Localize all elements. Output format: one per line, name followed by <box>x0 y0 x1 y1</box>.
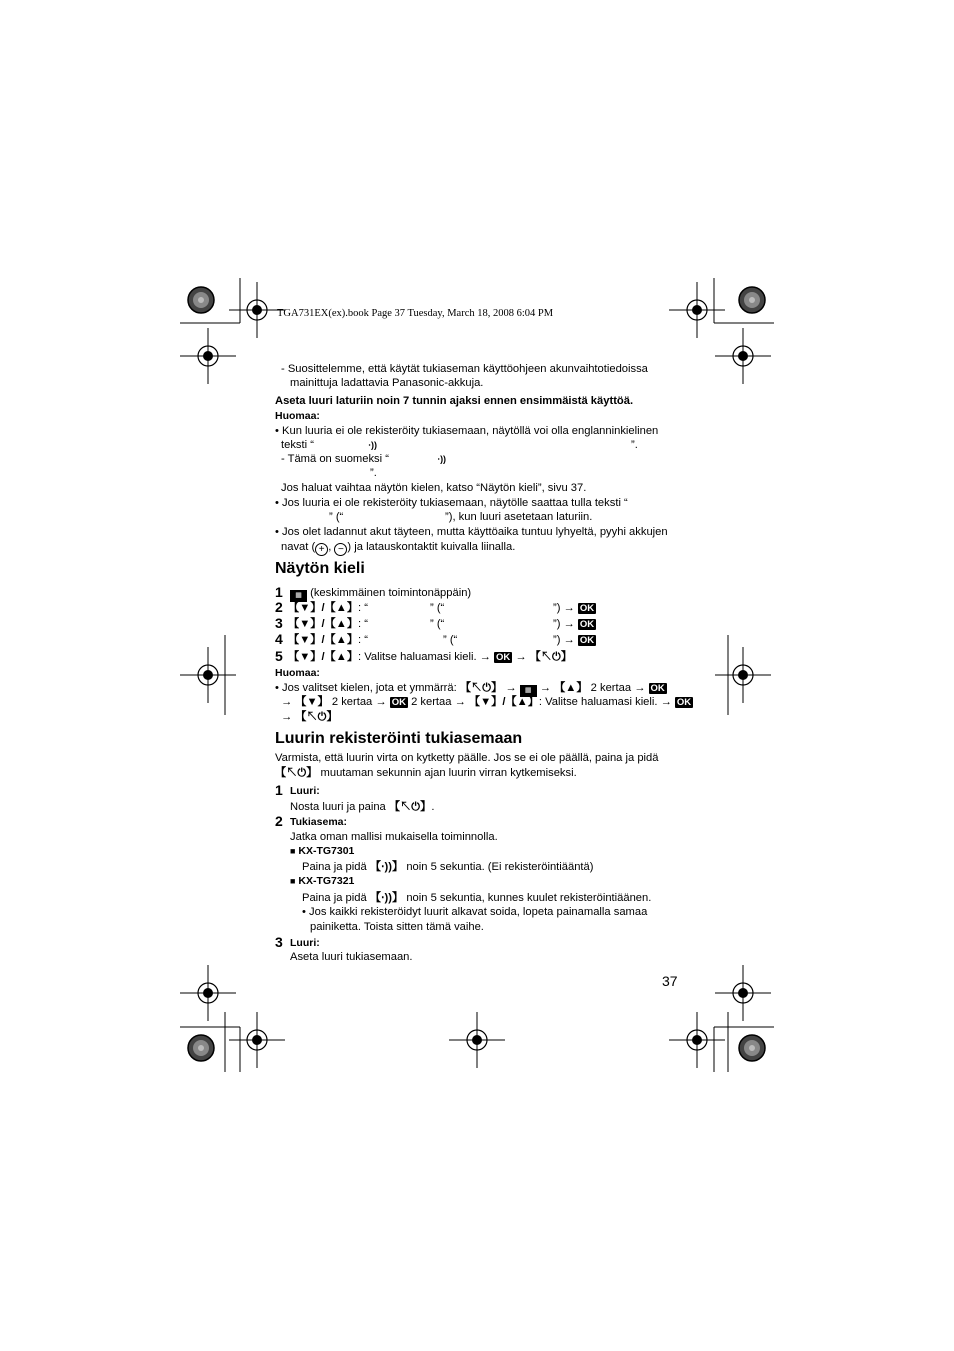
step2-mid: ” (“ <box>430 602 445 614</box>
page-key-icon: ⋅)) <box>437 454 447 464</box>
reg-para-line1: Varmista, että luurin virta on kytketty päälle. Jos se ei ole päällä, paina ja pidä <box>275 752 659 764</box>
text-part: ”) → <box>553 634 575 646</box>
text-part: ) ja latauskontaktit kuivalla liinalla. <box>347 541 516 553</box>
file-info-header: TGA731EX(ex).book Page 37 Tuesday, March 18, 2008 6:04 PM <box>277 308 554 319</box>
reg-para-line2 <box>275 766 577 780</box>
step1-text: Nosta luuri ja paina 【↖⏻】. <box>290 801 435 813</box>
page-key-icon: 【⋅))】 <box>369 861 404 873</box>
model1-heading <box>290 845 354 857</box>
plus-circle-icon: + <box>315 543 328 556</box>
page-key-icon: 【⋅))】 <box>369 892 404 904</box>
minus-circle-icon: − <box>334 543 347 556</box>
text-part: muutaman sekunnin ajan luurin virran kytkemiseksi. <box>320 767 577 779</box>
off-key-icon: 【↖⏻】 <box>459 682 503 694</box>
ok-key-icon: OK <box>495 652 511 663</box>
text-part: 2 kertaa → <box>411 696 466 708</box>
model2-text <box>302 891 651 905</box>
intro-bullet3-line2: navat ( + , − ) ja latauskontaktit kuivalla liinalla. <box>281 541 516 555</box>
step-number: 3 <box>275 934 283 950</box>
step3-text <box>288 617 368 631</box>
text-part: KX-TG7301 <box>298 845 355 857</box>
charge-note: Aseta luuri laturiin noin 7 tunnin ajaksi ennen ensimmäistä käyttöä. <box>275 395 634 407</box>
arrow-icon: → <box>281 696 293 708</box>
text-part: - Tämä on suomeksi “ <box>281 453 389 465</box>
arrow-icon: → <box>539 682 551 694</box>
nav-keys: 【▼】/【▲】 <box>288 618 359 630</box>
step3-mid: ” (“ <box>430 618 445 630</box>
step1-label: Luuri: <box>290 785 320 797</box>
text-part: Paina ja pidä <box>302 861 367 873</box>
off-key-icon: 【↖⏻】 <box>275 767 318 779</box>
arrow-icon: → <box>281 711 293 723</box>
text-part: 2 kertaa → <box>590 682 646 694</box>
text-part: : “ <box>358 602 368 614</box>
square-bullet-icon: ■ <box>290 876 296 886</box>
huomaa-heading: Huomaa: <box>275 410 320 422</box>
step1-text <box>290 586 471 602</box>
step4-mid: ” (“ <box>443 634 458 646</box>
menu-key-icon: ▦ <box>290 590 307 602</box>
text-part: ”) → <box>553 602 575 614</box>
step4-end <box>553 633 596 647</box>
off-key-icon: 【↖⏻】 <box>295 711 338 723</box>
intro-bullet2-line2b: ”), kun luuri asetetaan laturiin. <box>445 511 593 523</box>
down-key-icon: 【▼】 <box>295 696 329 708</box>
step2-end <box>553 601 596 615</box>
model1-text <box>302 860 594 874</box>
note1-line3 <box>281 710 338 724</box>
model2-bullet-line1: • Jos kaikki rekisteröidyt luurit alkavat soida, lopeta painamalla samaa <box>302 906 648 918</box>
intro-bullet1-line2 <box>281 438 377 452</box>
text-part: Paina ja pidä <box>302 892 367 904</box>
ok-key-icon: OK <box>650 683 665 694</box>
text-part: (keskimmäinen toimintonäppäin) <box>310 587 472 599</box>
page-key-icon: ⋅)) <box>368 440 378 450</box>
intro-bullet1-line3 <box>281 452 446 466</box>
text-part: ”) → <box>553 618 575 630</box>
intro-bullet2-line1: • Jos luuria ei ole rekisteröity tukiasemaan, näytölle saattaa tulla teksti “ <box>275 497 628 509</box>
step-number: 2 <box>275 599 283 615</box>
ok-key-icon: OK <box>579 619 595 630</box>
intro-bullet2-line2a: ” (“ <box>329 511 344 523</box>
text-part: : “ <box>358 634 368 646</box>
section-title-registration: Luurin rekisteröinti tukiasemaan <box>275 730 523 747</box>
huomaa-heading: Huomaa: <box>275 667 320 679</box>
arrow-icon: → <box>515 651 527 663</box>
step-number: 1 <box>275 584 283 600</box>
text-part: noin 5 sekuntia. (Ei rekisteröintiääntä) <box>406 861 594 873</box>
nav-keys: 【▼】/【▲】 <box>468 696 539 708</box>
intro-bullet1-line4: ”. <box>370 467 377 479</box>
text-part: Nosta luuri ja paina <box>290 801 386 813</box>
ok-key-icon: OK <box>579 603 595 614</box>
step-number: 2 <box>275 813 283 829</box>
ok-key-icon: OK <box>579 635 595 646</box>
step-number: 4 <box>275 631 283 647</box>
model2-bullet-line2: painiketta. Toista sitten tämä vaihe. <box>310 921 484 933</box>
text-part: KX-TG7321 <box>298 875 355 887</box>
nav-keys: 【▼】/【▲】 <box>288 634 359 646</box>
intro-dash1-line2: mainittuja ladattavia Panasonic-akkuja. <box>290 377 484 389</box>
intro-bullet3-line1: • Jos olet ladannut akut täyteen, mutta käyttöaika tuntuu lyhyeltä, pyyhi akkujen <box>275 526 668 538</box>
nav-keys: 【▼】/【▲】 <box>288 651 359 663</box>
off-key-icon: 【↖⏻】 <box>388 801 432 813</box>
square-bullet-icon: ■ <box>290 846 296 856</box>
text-part: : Valitse haluamasi kieli. → <box>358 651 491 663</box>
step-number: 5 <box>275 648 283 664</box>
step-number: 3 <box>275 615 283 631</box>
note1-line2 <box>281 695 693 709</box>
nav-keys: 【▼】/【▲】 <box>288 602 359 614</box>
menu-key-icon: ▦ <box>520 685 537 697</box>
arrow-icon: → <box>505 682 517 694</box>
page-number: 37 <box>662 973 678 989</box>
section-title-display-language: Näytön kieli <box>275 560 365 577</box>
off-key-icon: 【↖⏻】 <box>529 651 573 663</box>
step5-text <box>288 650 572 664</box>
step3-text: Aseta luuri tukiasemaan. <box>290 951 413 963</box>
text-part: teksti “ <box>281 439 314 451</box>
step2-text <box>288 601 368 615</box>
intro-bullet1-line1: • Kun luuria ei ole rekisteröity tukiasemaan, näytöllä voi olla englanninkielinen <box>275 425 659 437</box>
step2-text: Jatka oman mallisi mukaisella toiminnolla. <box>290 831 498 843</box>
model2-heading <box>290 875 354 887</box>
step-number: 1 <box>275 782 283 798</box>
step3-label: Luuri: <box>290 937 320 949</box>
ok-key-icon: OK <box>391 697 406 708</box>
intro-bullet1-line5: Jos haluat vaihtaa näytön kielen, katso “Näytön kieli”, sivu 37. <box>281 482 587 494</box>
text-part: navat ( <box>281 541 316 553</box>
text-part: • Jos valitset kielen, jota et ymmärrä: <box>275 682 457 694</box>
text-part: noin 5 sekuntia, kunnes kuulet rekisteröintiäänen. <box>406 892 652 904</box>
ok-key-icon: OK <box>676 697 692 708</box>
step2-label: Tukiasema: <box>290 816 347 828</box>
step3-end <box>553 617 596 631</box>
intro-dash1-line1: - Suosittelemme, että käytät tukiaseman käyttöohjeen akunvaihtotiedoissa <box>281 363 648 375</box>
up-key-icon: 【▲】 <box>554 682 588 694</box>
text-part: : Valitse haluamasi kieli. → <box>538 696 672 708</box>
text-part: : “ <box>358 618 368 630</box>
step4-text <box>288 633 368 647</box>
text-part: 2 kertaa → <box>331 696 387 708</box>
intro-bullet1-close: ”. <box>631 439 638 451</box>
